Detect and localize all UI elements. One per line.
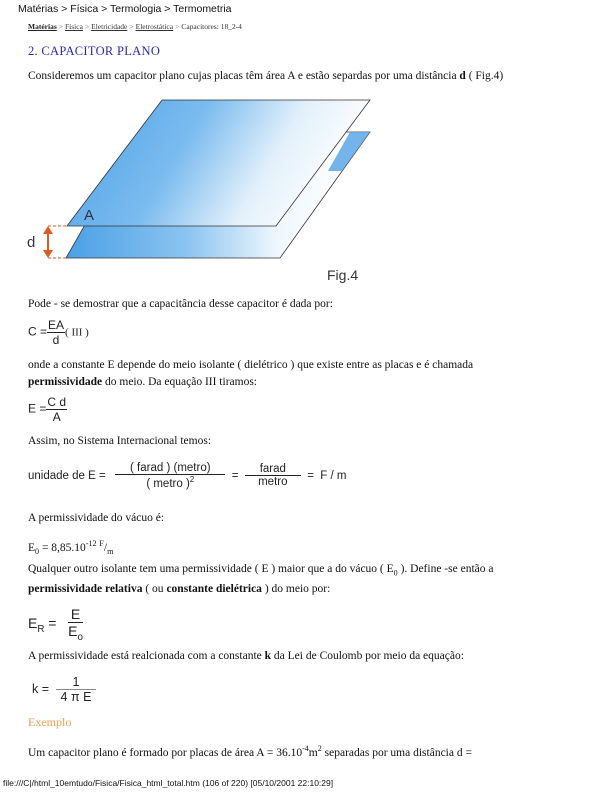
eq-numerator: EA	[48, 318, 65, 332]
eq-result: F / m	[320, 469, 347, 482]
eq-denominator: A	[52, 410, 61, 424]
eq-denominator: ( metro )	[146, 477, 190, 490]
coulomb-equation	[32, 675, 96, 704]
eq-denominator: E	[68, 623, 78, 639]
eq-unit-den: m	[107, 547, 114, 557]
page-header: Matérias > Física > Termologia > Termometria	[18, 3, 232, 15]
other-line1-a: Qualquer outro isolante tem uma permissividade ( E ) maior que a do vácuo ( E	[28, 563, 394, 575]
vacuum-paragraph: A permissividade do vácuo é:	[28, 512, 165, 524]
example-text-a: Um capacitor plano é formado por placas de área A = 36.10	[28, 746, 303, 759]
permissividade-bold: permissividade	[28, 376, 103, 388]
eq-lhs: unidade de E =	[28, 469, 106, 482]
eq-numerator: C d	[47, 395, 67, 409]
eq-exponent: -12	[85, 539, 97, 548]
relative-paragraph	[28, 561, 493, 598]
eq-equals: =	[44, 615, 57, 632]
arrow-head-down-icon	[43, 250, 53, 258]
breadcrumb-link-fisica[interactable]: Física	[64, 22, 83, 31]
constant-line1: onde a constante E depende do meio isolante ( dielétrico ) que existe entre as placas e é chamada	[28, 359, 474, 371]
intro-tail: ( Fig.4)	[465, 70, 504, 82]
other-line2-mid: ( ou	[142, 583, 167, 596]
eq-lhs: k =	[32, 681, 50, 696]
eq-exponent: 2	[189, 475, 195, 484]
eq-unit-num: F	[99, 539, 104, 548]
other-line2-rest: ) do meio por:	[261, 583, 331, 596]
demo-paragraph: Pode - se demostrar que a capacitância desse capacitor é dada por:	[28, 298, 333, 310]
constant-line2: do meio. Da equação III tiramos:	[102, 376, 257, 388]
distance-label: d	[27, 234, 36, 251]
eq-lhs: C =	[28, 324, 48, 339]
example-text-b: m	[308, 746, 318, 759]
capacitance-equation	[28, 318, 89, 347]
dielectric-constant-bold: constante dielétrica	[166, 583, 262, 596]
eq-subscript: 0	[35, 547, 40, 557]
example-exp2: 2	[317, 744, 322, 753]
area-label: A	[84, 207, 95, 224]
breadcrumb-link-eletrostatica[interactable]: Eletrostática	[135, 22, 174, 31]
eq-numerator: 1	[56, 675, 96, 690]
vacuum-equation: $E_0 = 8,85.10^{-12}$ $^F/_m$	[28, 539, 114, 557]
intro-paragraph	[28, 68, 503, 85]
eq-symbol: E	[28, 541, 36, 554]
other-line1-b: ). Define -se então a	[397, 563, 494, 575]
relative-permittivity-bold: permissividade relativa	[28, 583, 143, 596]
breadcrumb-separator: >	[58, 22, 63, 31]
example-text-c: separadas por uma distância d =	[321, 746, 472, 759]
eq-lhs: E =	[28, 401, 47, 416]
coulomb-text-a: A permissividade está realcionada com a constante	[28, 650, 265, 662]
eq-denominator: metro	[258, 476, 288, 489]
eq-value: = 8,85.10	[39, 541, 86, 554]
eq-tag: ( III )	[65, 326, 89, 339]
intro-bold-d: d	[459, 70, 466, 82]
breadcrumb	[28, 22, 242, 31]
breadcrumb-link-materias[interactable]: Matérias	[28, 22, 57, 31]
coulomb-k-bold: k	[264, 650, 272, 662]
coulomb-paragraph	[28, 648, 464, 665]
intro-text: Consideremos um capacitor plano cujas placas têm área A e estão separdas por uma distância	[28, 70, 460, 82]
coulomb-text-b: da Lei de Coulomb por meio da equação:	[271, 650, 464, 662]
eq-subscript: o	[77, 631, 83, 643]
eq-equals: =	[231, 469, 239, 482]
eq-numerator: farad	[245, 463, 301, 476]
eq-subscript: R	[37, 623, 45, 635]
page-footer: file:///C|/html_10emtudo/Fisica/Fisica_html_total.htm (106 of 220) [05/10/2001 22:10:29]	[3, 778, 334, 788]
example-paragraph	[28, 740, 472, 762]
arrow-head-up-icon	[43, 226, 53, 234]
eq-lhs: E	[28, 615, 38, 632]
breadcrumb-link-eletricidade[interactable]: Eletricidade	[91, 22, 128, 31]
breadcrumb-current: Capacitores: 18_2-4	[181, 22, 242, 31]
permittivity-equation	[28, 395, 67, 424]
relative-equation	[28, 606, 83, 643]
example-title: Exemplo	[28, 715, 72, 729]
constant-paragraph	[28, 357, 473, 391]
eq-denominator: 4 π E	[60, 690, 92, 704]
eq-equals: =	[307, 469, 314, 482]
breadcrumb-separator: >	[129, 22, 134, 31]
section-title: 2. CAPACITOR PLANO	[28, 44, 161, 58]
capacitor-figure	[20, 95, 380, 290]
eq-denominator: d	[52, 333, 60, 347]
other-sub: 0	[393, 568, 398, 578]
figure-caption: Fig.4	[327, 267, 359, 283]
breadcrumb-separator: >	[84, 22, 90, 31]
eq-numerator: ( farad ) (metro)	[115, 462, 225, 475]
example-exp: -4	[302, 744, 309, 753]
breadcrumb-separator: >	[175, 22, 180, 31]
unit-equation	[28, 462, 347, 490]
eq-numerator: E	[68, 606, 83, 623]
si-paragraph: Assim, no Sistema Internacional temos:	[28, 435, 212, 447]
